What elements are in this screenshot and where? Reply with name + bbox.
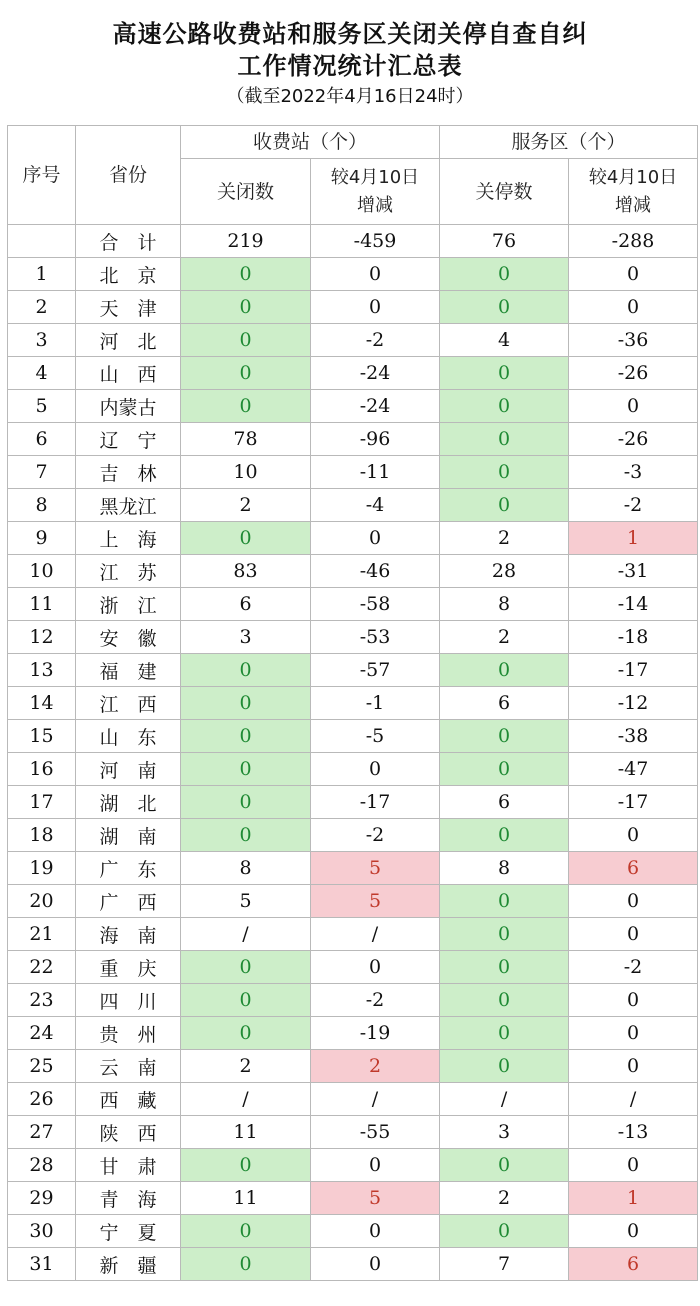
- toll-change-cell: -24: [311, 390, 440, 423]
- table-row: [8, 753, 698, 786]
- province-name-cell: 广 东: [76, 852, 181, 885]
- service-closed-cell: 0: [440, 423, 569, 456]
- province-name-cell: 云 南: [76, 1050, 181, 1083]
- table-row: [8, 951, 698, 984]
- toll-change-cell: -2: [311, 324, 440, 357]
- table-row: [8, 885, 698, 918]
- table-row: [8, 489, 698, 522]
- toll-change-cell: -4: [311, 489, 440, 522]
- toll-change-cell: -24: [311, 357, 440, 390]
- province-name-cell: 海 南: [76, 918, 181, 951]
- row-index-cell: 27: [8, 1116, 76, 1149]
- row-index-cell: 14: [8, 687, 76, 720]
- row-index-cell: 10: [8, 555, 76, 588]
- service-change-cell: 0: [569, 1050, 698, 1083]
- service-change-cell: -2: [569, 489, 698, 522]
- toll-change-cell: 0: [311, 1149, 440, 1182]
- service-closed-cell: 0: [440, 918, 569, 951]
- row-index-cell: 8: [8, 489, 76, 522]
- province-name-cell: 广 西: [76, 885, 181, 918]
- row-index-cell: 3: [8, 324, 76, 357]
- service-closed-cell: 8: [440, 588, 569, 621]
- toll-change-cell: -53: [311, 621, 440, 654]
- toll-change-cell: -17: [311, 786, 440, 819]
- toll-closed-cell: 0: [181, 390, 311, 423]
- toll-change-cell: 0: [311, 1215, 440, 1248]
- province-name-cell: 福 建: [76, 654, 181, 687]
- header-service-closed: 关停数: [440, 159, 569, 225]
- service-change-cell: -3: [569, 456, 698, 489]
- table-row: [8, 1149, 698, 1182]
- toll-closed-cell: 0: [181, 291, 311, 324]
- service-closed-cell: 0: [440, 885, 569, 918]
- toll-change-cell: 0: [311, 291, 440, 324]
- row-index-cell: 19: [8, 852, 76, 885]
- service-closed-cell: 0: [440, 456, 569, 489]
- service-change-cell: -12: [569, 687, 698, 720]
- header-province: 省份: [76, 126, 181, 225]
- header-toll-closed: 关闭数: [181, 159, 311, 225]
- toll-closed-cell: /: [181, 1083, 311, 1116]
- toll-change-cell: 0: [311, 951, 440, 984]
- toll-change-cell: -2: [311, 819, 440, 852]
- toll-change-cell: -55: [311, 1116, 440, 1149]
- row-index-cell: 12: [8, 621, 76, 654]
- row-index-cell: 5: [8, 390, 76, 423]
- row-index-cell: 29: [8, 1182, 76, 1215]
- service-closed-cell: 4: [440, 324, 569, 357]
- service-closed-cell: 2: [440, 1182, 569, 1215]
- service-closed-cell: 8: [440, 852, 569, 885]
- service-change-cell: -36: [569, 324, 698, 357]
- toll-closed-cell: 0: [181, 951, 311, 984]
- toll-closed-cell: 0: [181, 1248, 311, 1281]
- row-index-cell: 17: [8, 786, 76, 819]
- service-change-cell: 1: [569, 522, 698, 555]
- service-closed-cell: 2: [440, 621, 569, 654]
- table-row: [8, 390, 698, 423]
- service-change-cell: -26: [569, 423, 698, 456]
- toll-closed-cell: 0: [181, 1017, 311, 1050]
- header-toll-stations: 收费站（个）: [181, 126, 440, 159]
- table-row: [8, 1215, 698, 1248]
- row-index-cell: 6: [8, 423, 76, 456]
- toll-change-cell: -1: [311, 687, 440, 720]
- toll-closed-cell: 78: [181, 423, 311, 456]
- table-row: [8, 324, 698, 357]
- row-index-cell: 31: [8, 1248, 76, 1281]
- row-index-cell: 18: [8, 819, 76, 852]
- table-header: [8, 126, 698, 225]
- toll-change-cell: 0: [311, 1248, 440, 1281]
- table-row: [8, 918, 698, 951]
- service-change-cell: -47: [569, 753, 698, 786]
- table-row: [8, 1017, 698, 1050]
- toll-closed-cell: 0: [181, 984, 311, 1017]
- report-date-note: （截至2022年4月16日24时）: [226, 86, 474, 107]
- province-name-cell: 重 庆: [76, 951, 181, 984]
- toll-change-cell: -19: [311, 1017, 440, 1050]
- service-closed-cell: 0: [440, 654, 569, 687]
- province-name-cell: 北 京: [76, 258, 181, 291]
- report-title-line1: 高速公路收费站和服务区关闭关停自查自纠: [112, 20, 588, 48]
- row-index-cell: 1: [8, 258, 76, 291]
- row-index-cell: 22: [8, 951, 76, 984]
- toll-closed-cell: 5: [181, 885, 311, 918]
- toll-closed-cell: 83: [181, 555, 311, 588]
- service-change-cell: -17: [569, 786, 698, 819]
- total-row: [8, 225, 698, 258]
- service-closed-cell: 0: [440, 951, 569, 984]
- toll-closed-cell: 0: [181, 786, 311, 819]
- service-change-cell: 0: [569, 291, 698, 324]
- toll-closed-cell: 0: [181, 687, 311, 720]
- table-row: [8, 984, 698, 1017]
- row-index-cell: 2: [8, 291, 76, 324]
- toll-closed-cell: 8: [181, 852, 311, 885]
- table-row: [8, 786, 698, 819]
- row-index-cell: 21: [8, 918, 76, 951]
- toll-change-cell: 0: [311, 753, 440, 786]
- table-row: [8, 852, 698, 885]
- province-name-cell: 上 海: [76, 522, 181, 555]
- header-index: 序号: [8, 126, 76, 225]
- province-name-cell: 湖 北: [76, 786, 181, 819]
- table-row: [8, 654, 698, 687]
- table-row: [8, 456, 698, 489]
- service-closed-cell: 0: [440, 489, 569, 522]
- service-closed-cell: 0: [440, 390, 569, 423]
- toll-closed-cell: 11: [181, 1182, 311, 1215]
- row-index-cell: 30: [8, 1215, 76, 1248]
- row-index-cell: 9: [8, 522, 76, 555]
- total-service-closed: 76: [440, 225, 569, 258]
- service-change-cell: 6: [569, 1248, 698, 1281]
- table-row: [8, 423, 698, 456]
- province-name-cell: 江 苏: [76, 555, 181, 588]
- toll-closed-cell: 11: [181, 1116, 311, 1149]
- service-change-cell: -17: [569, 654, 698, 687]
- toll-closed-cell: 0: [181, 522, 311, 555]
- table-row: [8, 621, 698, 654]
- table-row: [8, 1248, 698, 1281]
- total-toll-closed: 219: [181, 225, 311, 258]
- table-row: [8, 687, 698, 720]
- statistics-table: [7, 125, 698, 1281]
- row-index-cell: 28: [8, 1149, 76, 1182]
- row-index-cell: 15: [8, 720, 76, 753]
- toll-change-cell: 2: [311, 1050, 440, 1083]
- service-closed-cell: 0: [440, 291, 569, 324]
- province-name-cell: 江 西: [76, 687, 181, 720]
- toll-change-cell: -2: [311, 984, 440, 1017]
- toll-closed-cell: 2: [181, 1050, 311, 1083]
- service-closed-cell: 6: [440, 687, 569, 720]
- province-name-cell: 吉 林: [76, 456, 181, 489]
- toll-closed-cell: 0: [181, 720, 311, 753]
- service-change-cell: 1: [569, 1182, 698, 1215]
- province-name-cell: 辽 宁: [76, 423, 181, 456]
- total-service-change: -288: [569, 225, 698, 258]
- toll-closed-cell: 0: [181, 1149, 311, 1182]
- service-closed-cell: 6: [440, 786, 569, 819]
- service-change-cell: -31: [569, 555, 698, 588]
- row-index-cell: 26: [8, 1083, 76, 1116]
- service-change-cell: 6: [569, 852, 698, 885]
- row-index-cell: 25: [8, 1050, 76, 1083]
- province-name-cell: 河 北: [76, 324, 181, 357]
- province-name-cell: 宁 夏: [76, 1215, 181, 1248]
- toll-closed-cell: 6: [181, 588, 311, 621]
- province-name-cell: 内蒙古: [76, 390, 181, 423]
- service-change-cell: /: [569, 1083, 698, 1116]
- province-name-cell: 西 藏: [76, 1083, 181, 1116]
- toll-change-cell: /: [311, 1083, 440, 1116]
- table-row: [8, 357, 698, 390]
- province-name-cell: 山 西: [76, 357, 181, 390]
- service-change-cell: -13: [569, 1116, 698, 1149]
- service-closed-cell: /: [440, 1083, 569, 1116]
- province-name-cell: 陕 西: [76, 1116, 181, 1149]
- service-change-cell: 0: [569, 885, 698, 918]
- header-service-change: 较4月10日 增减: [569, 159, 698, 225]
- toll-change-cell: -58: [311, 588, 440, 621]
- service-closed-cell: 0: [440, 819, 569, 852]
- toll-change-cell: 5: [311, 1182, 440, 1215]
- province-name-cell: 青 海: [76, 1182, 181, 1215]
- toll-closed-cell: /: [181, 918, 311, 951]
- row-index-cell: 16: [8, 753, 76, 786]
- province-name-cell: 四 川: [76, 984, 181, 1017]
- table-row: [8, 1050, 698, 1083]
- service-change-cell: -2: [569, 951, 698, 984]
- table-row: [8, 555, 698, 588]
- table-row: [8, 1182, 698, 1215]
- table-row: [8, 1116, 698, 1149]
- table-row: [8, 291, 698, 324]
- service-change-cell: 0: [569, 918, 698, 951]
- total-label: 合 计: [76, 225, 181, 258]
- province-name-cell: 贵 州: [76, 1017, 181, 1050]
- service-closed-cell: 0: [440, 720, 569, 753]
- toll-change-cell: 5: [311, 885, 440, 918]
- row-index-cell: 7: [8, 456, 76, 489]
- toll-change-cell: /: [311, 918, 440, 951]
- toll-change-cell: 0: [311, 522, 440, 555]
- service-change-cell: 0: [569, 1017, 698, 1050]
- province-name-cell: 安 徽: [76, 621, 181, 654]
- total-toll-change: -459: [311, 225, 440, 258]
- province-name-cell: 黑龙江: [76, 489, 181, 522]
- table-row: [8, 720, 698, 753]
- service-change-cell: 0: [569, 390, 698, 423]
- service-closed-cell: 0: [440, 1050, 569, 1083]
- toll-closed-cell: 0: [181, 654, 311, 687]
- service-change-cell: -38: [569, 720, 698, 753]
- toll-closed-cell: 0: [181, 753, 311, 786]
- province-name-cell: 湖 南: [76, 819, 181, 852]
- service-closed-cell: 3: [440, 1116, 569, 1149]
- row-index-cell: 4: [8, 357, 76, 390]
- service-closed-cell: 0: [440, 753, 569, 786]
- service-change-cell: 0: [569, 1215, 698, 1248]
- service-change-cell: -14: [569, 588, 698, 621]
- province-name-cell: 新 疆: [76, 1248, 181, 1281]
- toll-closed-cell: 0: [181, 357, 311, 390]
- service-change-cell: 0: [569, 258, 698, 291]
- province-name-cell: 天 津: [76, 291, 181, 324]
- table-row: [8, 819, 698, 852]
- table-row: [8, 588, 698, 621]
- service-closed-cell: 0: [440, 1149, 569, 1182]
- table-row: [8, 258, 698, 291]
- toll-change-cell: 5: [311, 852, 440, 885]
- province-name-cell: 甘 肃: [76, 1149, 181, 1182]
- toll-change-cell: -11: [311, 456, 440, 489]
- service-closed-cell: 0: [440, 984, 569, 1017]
- service-change-cell: -18: [569, 621, 698, 654]
- service-closed-cell: 2: [440, 522, 569, 555]
- service-change-cell: 0: [569, 984, 698, 1017]
- table-row: [8, 1083, 698, 1116]
- toll-closed-cell: 3: [181, 621, 311, 654]
- total-index-cell: [8, 225, 76, 258]
- service-closed-cell: 0: [440, 1215, 569, 1248]
- row-index-cell: 11: [8, 588, 76, 621]
- report-title-line2: 工作情况统计汇总表: [237, 52, 463, 80]
- province-name-cell: 浙 江: [76, 588, 181, 621]
- toll-closed-cell: 2: [181, 489, 311, 522]
- row-index-cell: 24: [8, 1017, 76, 1050]
- toll-closed-cell: 0: [181, 324, 311, 357]
- row-index-cell: 20: [8, 885, 76, 918]
- toll-change-cell: -57: [311, 654, 440, 687]
- service-closed-cell: 0: [440, 1017, 569, 1050]
- toll-closed-cell: 0: [181, 819, 311, 852]
- province-name-cell: 河 南: [76, 753, 181, 786]
- service-change-cell: -26: [569, 357, 698, 390]
- row-index-cell: 13: [8, 654, 76, 687]
- province-name-cell: 山 东: [76, 720, 181, 753]
- toll-change-cell: -5: [311, 720, 440, 753]
- service-closed-cell: 28: [440, 555, 569, 588]
- service-change-cell: 0: [569, 1149, 698, 1182]
- toll-change-cell: -96: [311, 423, 440, 456]
- header-service-areas: 服务区（个）: [440, 126, 698, 159]
- table-body: [8, 225, 698, 1281]
- toll-closed-cell: 0: [181, 1215, 311, 1248]
- toll-closed-cell: 0: [181, 258, 311, 291]
- header-toll-change: 较4月10日 增减: [311, 159, 440, 225]
- toll-change-cell: -46: [311, 555, 440, 588]
- toll-closed-cell: 10: [181, 456, 311, 489]
- service-closed-cell: 0: [440, 258, 569, 291]
- service-closed-cell: 7: [440, 1248, 569, 1281]
- row-index-cell: 23: [8, 984, 76, 1017]
- table-row: [8, 522, 698, 555]
- service-closed-cell: 0: [440, 357, 569, 390]
- toll-change-cell: 0: [311, 258, 440, 291]
- service-change-cell: 0: [569, 819, 698, 852]
